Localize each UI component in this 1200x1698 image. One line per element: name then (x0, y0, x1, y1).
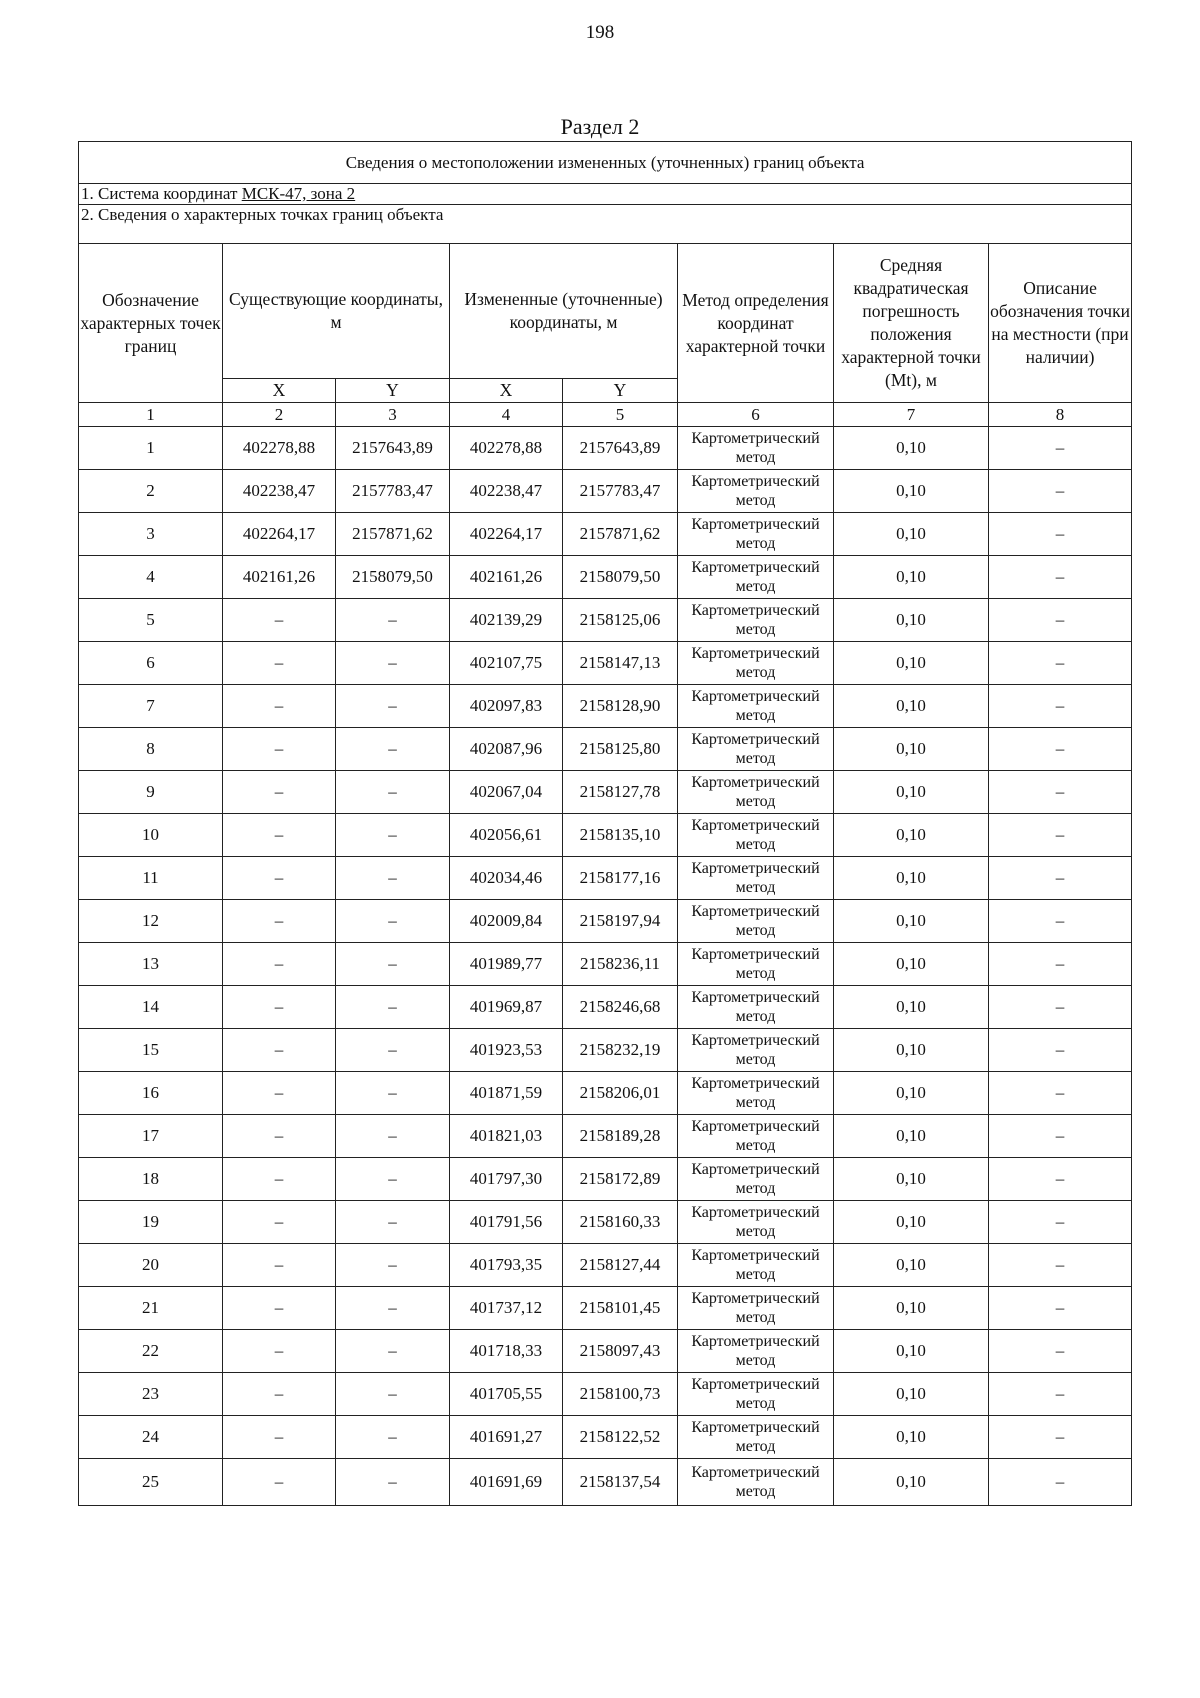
point-number-cell: 23 (79, 1373, 223, 1416)
mean-error-cell: 0,10 (834, 1459, 989, 1506)
existing-x-cell: 402238,47 (223, 470, 336, 513)
description-cell: – (989, 943, 1132, 986)
point-number-cell: 1 (79, 427, 223, 470)
table-row (79, 513, 1132, 556)
column-number: 3 (336, 403, 450, 427)
changed-x-cell: 402238,47 (450, 470, 563, 513)
table-row (79, 1330, 1132, 1373)
table-row (79, 771, 1132, 814)
description-cell: – (989, 1330, 1132, 1373)
mean-error-cell: 0,10 (834, 900, 989, 943)
existing-x-cell: – (223, 986, 336, 1029)
points-info-line: 2. Сведения о характерных точках границ объекта (79, 205, 1132, 244)
mean-error-cell: 0,10 (834, 1072, 989, 1115)
table-row (79, 1158, 1132, 1201)
changed-y-cell: 2158246,68 (563, 986, 678, 1029)
existing-x-cell: – (223, 1115, 336, 1158)
changed-x-cell: 402009,84 (450, 900, 563, 943)
mean-error-cell: 0,10 (834, 642, 989, 685)
existing-y-cell: – (336, 943, 450, 986)
table-row (79, 556, 1132, 599)
existing-x-cell: – (223, 1158, 336, 1201)
existing-x-cell: – (223, 599, 336, 642)
method-cell: Картометрический метод (678, 1459, 834, 1506)
existing-y-cell: – (336, 771, 450, 814)
description-cell: – (989, 1158, 1132, 1201)
changed-y-cell: 2158101,45 (563, 1287, 678, 1330)
method-cell: Картометрический метод (678, 1029, 834, 1072)
changed-x-cell: 402139,29 (450, 599, 563, 642)
method-cell: Картометрический метод (678, 943, 834, 986)
existing-y-cell: – (336, 1201, 450, 1244)
changed-y-cell: 2158189,28 (563, 1115, 678, 1158)
header-changed-coordinates: Измененные (уточненные) координаты, м (450, 244, 678, 379)
changed-y-cell: 2157783,47 (563, 470, 678, 513)
existing-y-cell: – (336, 685, 450, 728)
table-row (79, 642, 1132, 685)
header-method: Метод определения координат характерной точки (678, 244, 834, 403)
point-number-cell: 13 (79, 943, 223, 986)
table-row (79, 685, 1132, 728)
changed-x-cell: 401737,12 (450, 1287, 563, 1330)
method-cell: Картометрический метод (678, 1373, 834, 1416)
existing-x-cell: – (223, 857, 336, 900)
existing-y-cell: – (336, 1115, 450, 1158)
header-changed-x: X (450, 379, 563, 403)
changed-y-cell: 2158100,73 (563, 1373, 678, 1416)
changed-y-cell: 2158232,19 (563, 1029, 678, 1072)
point-number-cell: 6 (79, 642, 223, 685)
column-number: 1 (79, 403, 223, 427)
mean-error-cell: 0,10 (834, 1115, 989, 1158)
changed-x-cell: 402161,26 (450, 556, 563, 599)
header-existing-x: X (223, 379, 336, 403)
existing-y-cell: 2157871,62 (336, 513, 450, 556)
point-number-cell: 20 (79, 1244, 223, 1287)
table-row (79, 857, 1132, 900)
method-cell: Картометрический метод (678, 642, 834, 685)
changed-y-cell: 2158127,44 (563, 1244, 678, 1287)
point-number-cell: 16 (79, 1072, 223, 1115)
description-cell: – (989, 771, 1132, 814)
mean-error-cell: 0,10 (834, 1201, 989, 1244)
mean-error-cell: 0,10 (834, 556, 989, 599)
header-mean-error: Средняя квадратическая погрешность положения характерной точки (Mt), м (834, 244, 989, 403)
mean-error-cell: 0,10 (834, 1330, 989, 1373)
existing-y-cell: – (336, 1330, 450, 1373)
existing-x-cell: – (223, 1459, 336, 1506)
point-number-cell: 14 (79, 986, 223, 1029)
changed-y-cell: 2158122,52 (563, 1416, 678, 1459)
mean-error-cell: 0,10 (834, 1029, 989, 1072)
existing-x-cell: – (223, 814, 336, 857)
existing-y-cell: – (336, 1416, 450, 1459)
existing-x-cell: – (223, 1416, 336, 1459)
changed-y-cell: 2158197,94 (563, 900, 678, 943)
changed-y-cell: 2158135,10 (563, 814, 678, 857)
changed-x-cell: 402107,75 (450, 642, 563, 685)
point-number-cell: 24 (79, 1416, 223, 1459)
header-existing-y: Y (336, 379, 450, 403)
mean-error-cell: 0,10 (834, 470, 989, 513)
method-cell: Картометрический метод (678, 857, 834, 900)
description-cell: – (989, 470, 1132, 513)
method-cell: Картометрический метод (678, 1201, 834, 1244)
description-cell: – (989, 513, 1132, 556)
method-cell: Картометрический метод (678, 599, 834, 642)
changed-y-cell: 2158097,43 (563, 1330, 678, 1373)
boundary-points-table (78, 141, 1132, 1506)
changed-y-cell: 2158125,80 (563, 728, 678, 771)
point-number-cell: 2 (79, 470, 223, 513)
method-cell: Картометрический метод (678, 513, 834, 556)
header-existing-coordinates: Существующие координаты, м (223, 244, 450, 379)
changed-x-cell: 401793,35 (450, 1244, 563, 1287)
column-numbers-row (79, 403, 1132, 427)
existing-x-cell: – (223, 1201, 336, 1244)
changed-y-cell: 2158127,78 (563, 771, 678, 814)
description-cell: – (989, 1373, 1132, 1416)
point-number-cell: 3 (79, 513, 223, 556)
description-cell: – (989, 1287, 1132, 1330)
changed-x-cell: 402034,46 (450, 857, 563, 900)
existing-y-cell: – (336, 1244, 450, 1287)
mean-error-cell: 0,10 (834, 1158, 989, 1201)
method-cell: Картометрический метод (678, 814, 834, 857)
changed-y-cell: 2158172,89 (563, 1158, 678, 1201)
description-cell: – (989, 642, 1132, 685)
table-row (79, 986, 1132, 1029)
description-cell: – (989, 900, 1132, 943)
existing-x-cell: – (223, 1072, 336, 1115)
point-number-cell: 8 (79, 728, 223, 771)
point-number-cell: 11 (79, 857, 223, 900)
description-cell: – (989, 1072, 1132, 1115)
changed-x-cell: 401821,03 (450, 1115, 563, 1158)
table-row (79, 1373, 1132, 1416)
point-number-cell: 12 (79, 900, 223, 943)
changed-y-cell: 2158079,50 (563, 556, 678, 599)
table-row (79, 943, 1132, 986)
changed-y-cell: 2158236,11 (563, 943, 678, 986)
method-cell: Картометрический метод (678, 1244, 834, 1287)
existing-y-cell: 2157783,47 (336, 470, 450, 513)
description-cell: – (989, 1201, 1132, 1244)
method-cell: Картометрический метод (678, 1072, 834, 1115)
table-row (79, 470, 1132, 513)
existing-x-cell: – (223, 943, 336, 986)
method-cell: Картометрический метод (678, 1416, 834, 1459)
mean-error-cell: 0,10 (834, 513, 989, 556)
mean-error-cell: 0,10 (834, 1416, 989, 1459)
description-cell: – (989, 814, 1132, 857)
description-cell: – (989, 857, 1132, 900)
existing-y-cell: – (336, 814, 450, 857)
changed-x-cell: 402056,61 (450, 814, 563, 857)
changed-x-cell: 401691,69 (450, 1459, 563, 1506)
header-description: Описание обозначения точки на местности (при наличии) (989, 244, 1132, 403)
existing-y-cell: 2157643,89 (336, 427, 450, 470)
table-row (79, 1115, 1132, 1158)
method-cell: Картометрический метод (678, 1287, 834, 1330)
description-cell: – (989, 599, 1132, 642)
existing-y-cell: – (336, 1459, 450, 1506)
method-cell: Картометрический метод (678, 1158, 834, 1201)
coordinate-system-line (79, 184, 1132, 205)
mean-error-cell: 0,10 (834, 685, 989, 728)
point-number-cell: 4 (79, 556, 223, 599)
table-row (79, 1201, 1132, 1244)
method-cell: Картометрический метод (678, 1115, 834, 1158)
changed-y-cell: 2157871,62 (563, 513, 678, 556)
description-cell: – (989, 685, 1132, 728)
table-row (79, 1029, 1132, 1072)
existing-x-cell: – (223, 685, 336, 728)
table-row (79, 1244, 1132, 1287)
changed-x-cell: 401705,55 (450, 1373, 563, 1416)
coordinate-system-value: МСК-47, зона 2 (241, 184, 356, 203)
description-cell: – (989, 728, 1132, 771)
changed-y-cell: 2158206,01 (563, 1072, 678, 1115)
existing-x-cell: – (223, 1330, 336, 1373)
changed-y-cell: 2158177,16 (563, 857, 678, 900)
section-title: Раздел 2 (560, 114, 640, 139)
changed-y-cell: 2158137,54 (563, 1459, 678, 1506)
point-number-cell: 19 (79, 1201, 223, 1244)
description-cell: – (989, 1459, 1132, 1506)
table-caption: Сведения о местоположении измененных (уточненных) границ объекта (79, 142, 1132, 184)
existing-y-cell: – (336, 1029, 450, 1072)
changed-x-cell: 401791,56 (450, 1201, 563, 1244)
existing-x-cell: – (223, 1287, 336, 1330)
changed-x-cell: 402087,96 (450, 728, 563, 771)
table-row (79, 1287, 1132, 1330)
method-cell: Картометрический метод (678, 427, 834, 470)
mean-error-cell: 0,10 (834, 599, 989, 642)
changed-x-cell: 401718,33 (450, 1330, 563, 1373)
point-number-cell: 5 (79, 599, 223, 642)
description-cell: – (989, 1115, 1132, 1158)
column-number: 2 (223, 403, 336, 427)
existing-y-cell: – (336, 900, 450, 943)
table-row (79, 900, 1132, 943)
changed-x-cell: 401923,53 (450, 1029, 563, 1072)
table-row (79, 1459, 1132, 1506)
method-cell: Картометрический метод (678, 728, 834, 771)
table-row (79, 599, 1132, 642)
existing-y-cell: – (336, 986, 450, 1029)
column-number: 7 (834, 403, 989, 427)
changed-y-cell: 2158147,13 (563, 642, 678, 685)
point-number-cell: 10 (79, 814, 223, 857)
method-cell: Картометрический метод (678, 900, 834, 943)
table-row (79, 427, 1132, 470)
page-number: 198 (585, 22, 615, 43)
column-number: 8 (989, 403, 1132, 427)
mean-error-cell: 0,10 (834, 1244, 989, 1287)
point-number-cell: 15 (79, 1029, 223, 1072)
header-point-designation: Обозначение характерных точек границ (79, 244, 223, 403)
mean-error-cell: 0,10 (834, 1287, 989, 1330)
existing-y-cell: – (336, 857, 450, 900)
existing-x-cell: 402161,26 (223, 556, 336, 599)
point-number-cell: 9 (79, 771, 223, 814)
existing-y-cell: – (336, 1158, 450, 1201)
coordinate-system-label: 1. Система координат (81, 184, 242, 203)
column-number: 6 (678, 403, 834, 427)
changed-x-cell: 402097,83 (450, 685, 563, 728)
method-cell: Картометрический метод (678, 1330, 834, 1373)
column-number: 5 (563, 403, 678, 427)
changed-x-cell: 401797,30 (450, 1158, 563, 1201)
point-number-cell: 22 (79, 1330, 223, 1373)
column-number: 4 (450, 403, 563, 427)
changed-x-cell: 402264,17 (450, 513, 563, 556)
existing-y-cell: 2158079,50 (336, 556, 450, 599)
changed-x-cell: 401989,77 (450, 943, 563, 986)
changed-x-cell: 402067,04 (450, 771, 563, 814)
description-cell: – (989, 556, 1132, 599)
mean-error-cell: 0,10 (834, 814, 989, 857)
existing-y-cell: – (336, 599, 450, 642)
existing-x-cell: – (223, 1244, 336, 1287)
changed-x-cell: 401871,59 (450, 1072, 563, 1115)
mean-error-cell: 0,10 (834, 771, 989, 814)
existing-y-cell: – (336, 1072, 450, 1115)
description-cell: – (989, 427, 1132, 470)
header-changed-y: Y (563, 379, 678, 403)
mean-error-cell: 0,10 (834, 857, 989, 900)
changed-y-cell: 2158128,90 (563, 685, 678, 728)
changed-y-cell: 2157643,89 (563, 427, 678, 470)
method-cell: Картометрический метод (678, 470, 834, 513)
existing-x-cell: – (223, 1029, 336, 1072)
description-cell: – (989, 1244, 1132, 1287)
existing-x-cell: – (223, 642, 336, 685)
existing-x-cell: 402278,88 (223, 427, 336, 470)
point-number-cell: 7 (79, 685, 223, 728)
existing-x-cell: – (223, 1373, 336, 1416)
changed-y-cell: 2158125,06 (563, 599, 678, 642)
table-row (79, 814, 1132, 857)
method-cell: Картометрический метод (678, 556, 834, 599)
existing-x-cell: – (223, 728, 336, 771)
description-cell: – (989, 1416, 1132, 1459)
existing-y-cell: – (336, 728, 450, 771)
table-row (79, 1072, 1132, 1115)
mean-error-cell: 0,10 (834, 986, 989, 1029)
method-cell: Картометрический метод (678, 771, 834, 814)
existing-y-cell: – (336, 642, 450, 685)
description-cell: – (989, 986, 1132, 1029)
point-number-cell: 17 (79, 1115, 223, 1158)
existing-x-cell: – (223, 900, 336, 943)
existing-x-cell: 402264,17 (223, 513, 336, 556)
changed-x-cell: 402278,88 (450, 427, 563, 470)
mean-error-cell: 0,10 (834, 943, 989, 986)
mean-error-cell: 0,10 (834, 427, 989, 470)
mean-error-cell: 0,10 (834, 1373, 989, 1416)
point-number-cell: 25 (79, 1459, 223, 1506)
changed-y-cell: 2158160,33 (563, 1201, 678, 1244)
table-row (79, 1416, 1132, 1459)
existing-y-cell: – (336, 1373, 450, 1416)
method-cell: Картометрический метод (678, 986, 834, 1029)
changed-x-cell: 401969,87 (450, 986, 563, 1029)
existing-y-cell: – (336, 1287, 450, 1330)
method-cell: Картометрический метод (678, 685, 834, 728)
description-cell: – (989, 1029, 1132, 1072)
existing-x-cell: – (223, 771, 336, 814)
changed-x-cell: 401691,27 (450, 1416, 563, 1459)
point-number-cell: 18 (79, 1158, 223, 1201)
table-row (79, 728, 1132, 771)
mean-error-cell: 0,10 (834, 728, 989, 771)
point-number-cell: 21 (79, 1287, 223, 1330)
